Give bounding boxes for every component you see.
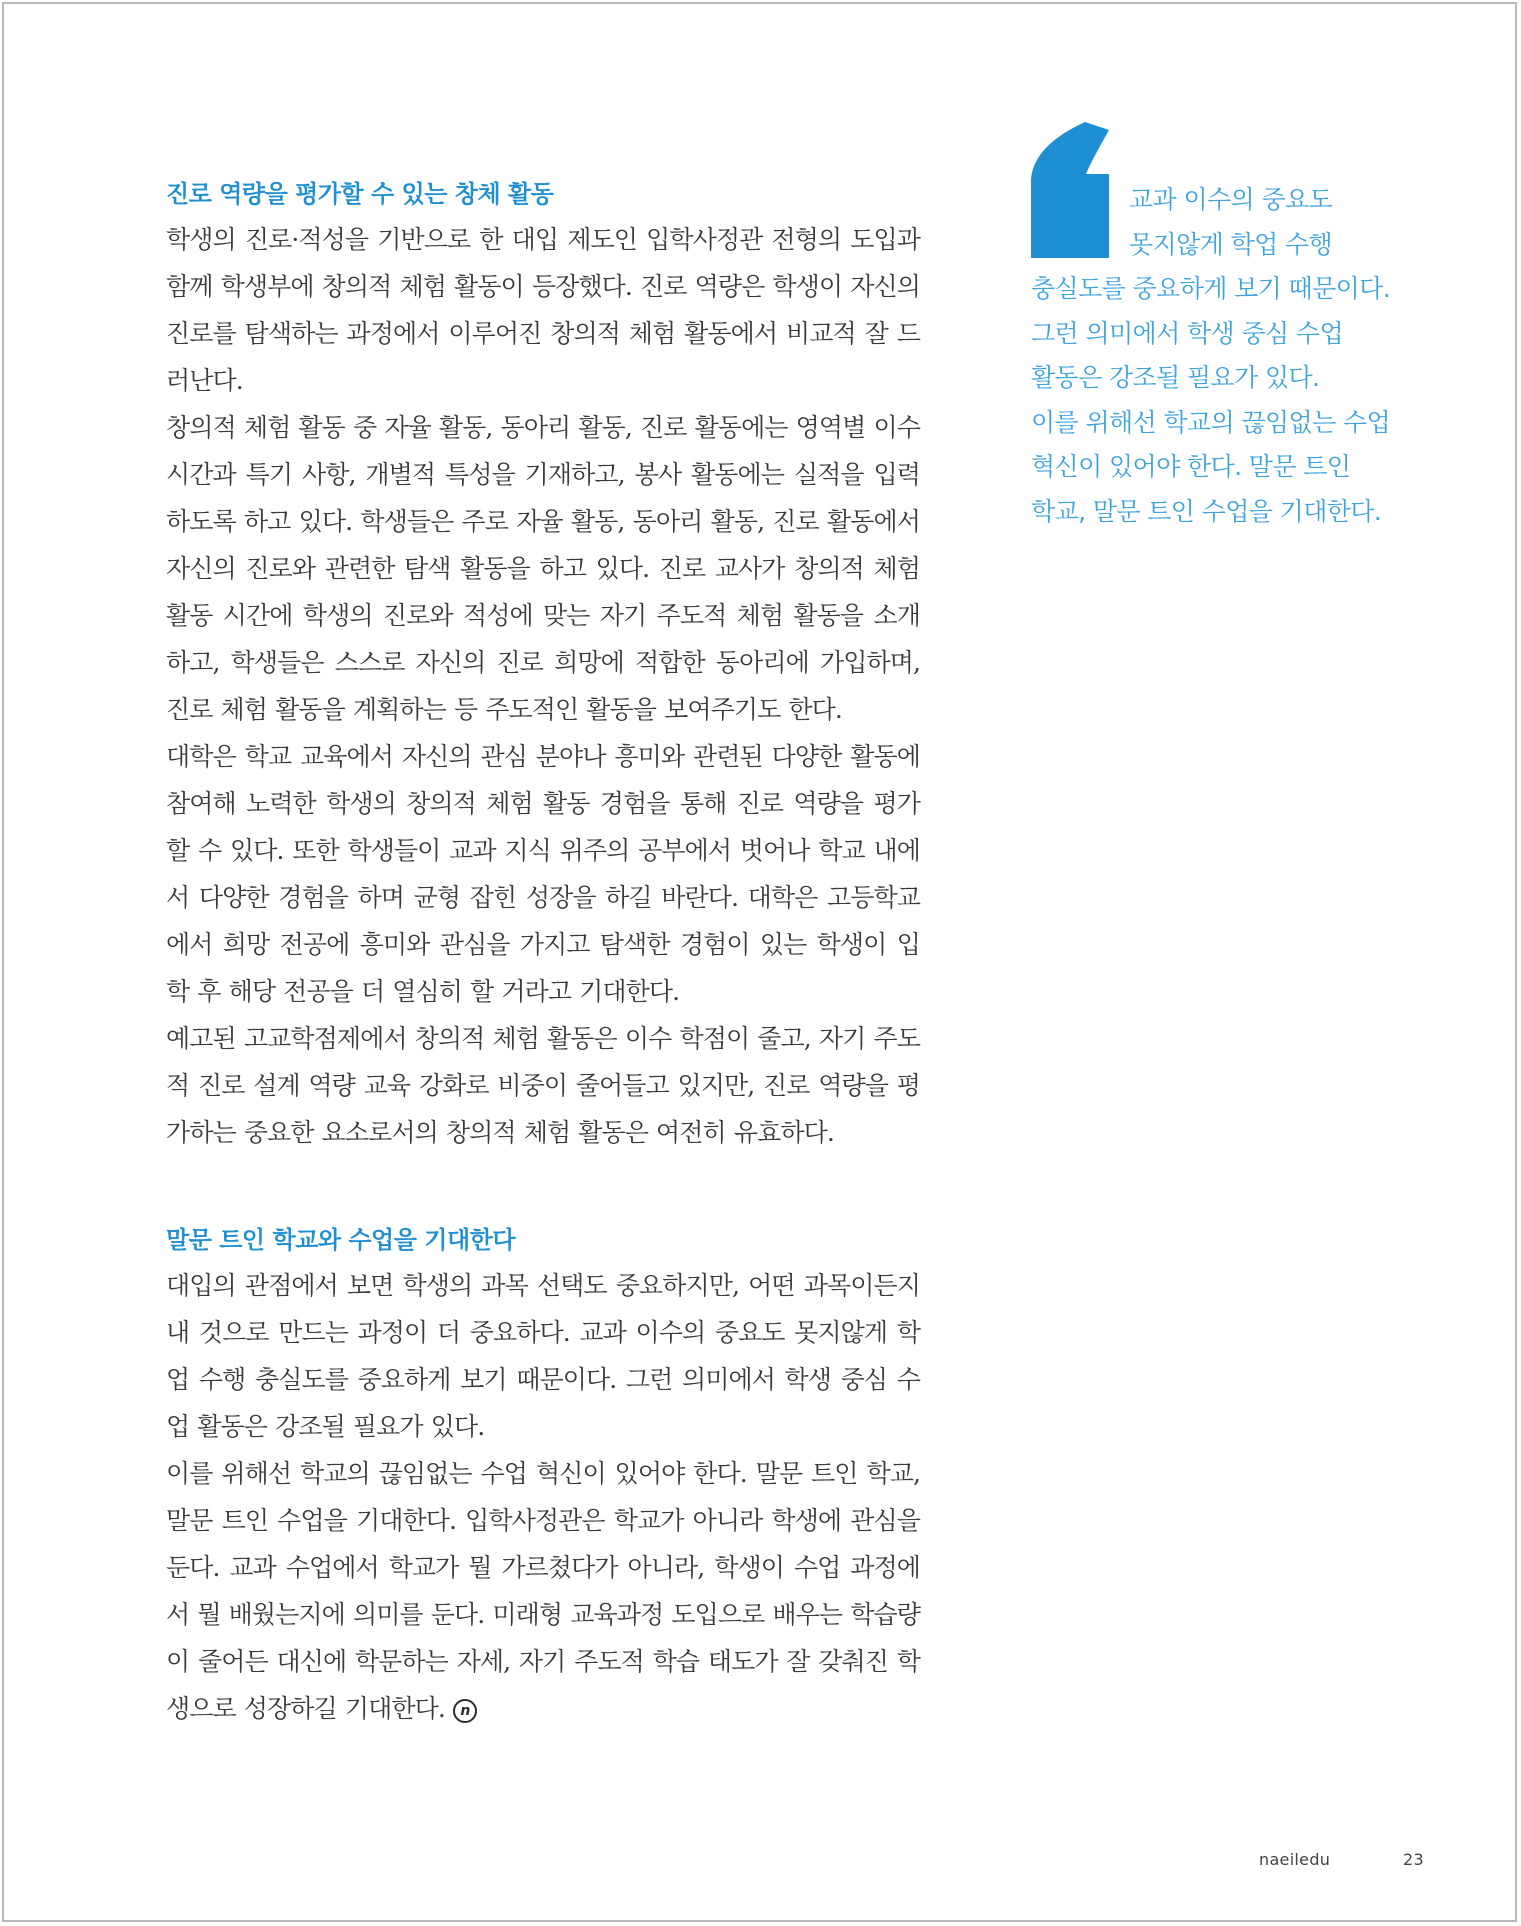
pull-quote-line: 활동은 강조될 필요가 있다. [1031,363,1320,392]
section-spacer [166,1156,920,1220]
end-of-article-icon: n [453,1699,477,1723]
magazine-page [2,2,1517,1922]
body-paragraph-text: 이를 위해선 학교의 끊임없는 수업 혁신이 있어야 한다. 말문 트인 학교, 말문 트인 수업을 기대한다. 입학사정관은 학교가 아니라 학생에 관심을 둔다. 교과 수업에서 학교가 뭘 가르쳤다가 아니라, 학생이 수업 과정에서 뭘 배웠는지에 의미를 둔다. 미래형 교육과정 도입으로 배우는 학습량이 줄어든 대신에 학문하는 자세, 자기 주도적 학습 태도가 잘 갖춰진 학생으로 성장하길 기대한다. [166,1459,920,1723]
body-paragraph [166,1450,920,1732]
body-paragraph: 예고된 고교학점제에서 창의적 체험 활동은 이수 학점이 줄고, 자기 주도적 진로 설계 역량 교육 강화로 비중이 줄어들고 있지만, 진로 역량을 평가하는 중요한 요소로서의 창의적 체험 활동은 여전히 유효하다. [166,1024,920,1147]
pull-quote-line: 그런 의미에서 학생 중심 수업 [1031,318,1343,348]
pull-quote-line: 학교, 말문 트인 수업을 기대한다. [1031,496,1382,526]
publication-name: naeiledu [1259,1850,1331,1869]
pull-quote [1031,122,1451,534]
quotation-mark-icon [1031,122,1109,258]
pull-quote-line: 이를 위해선 학교의 끊임없는 수업 [1031,407,1391,437]
body-paragraph: 학생의 진로·적성을 기반으로 한 대입 제도인 입학사정관 전형의 도입과 함께 학생부에 창의적 체험 활동이 등장했다. 진로 역량은 학생이 자신의 진로를 탐색하는 과정에서 이루어진 창의적 체험 활동에서 비교적 잘 드러난다. [166,225,920,395]
pull-quote-line: 못지않게 학업 수행 [1129,229,1333,259]
body-paragraph: 대학은 학교 교육에서 자신의 관심 분야나 흥미와 관련된 다양한 활동에 참여해 노력한 학생의 창의적 체험 활동 경험을 통해 진로 역량을 평가할 수 있다. 또한 학생들이 교과 지식 위주의 공부에서 벗어나 학교 내에서 다양한 경험을 하며 균형 잡힌 성장을 하길 바란다. 대학은 고등학교에서 희망 전공에 흥미와 관심을 가지고 탐색한 경험이 있는 학생이 입학 후 해당 전공을 더 열심히 할 거라고 기대한다. [166,742,920,1006]
page-number: 23 [1403,1850,1424,1869]
article-body [166,174,920,1732]
pull-quote-line: 충실도를 중요하게 보기 때문이다. [1031,274,1391,303]
pull-quote-line: 교과 이수의 중요도 [1129,185,1333,214]
section-heading: 말문 트인 학교와 수업을 기대한다 [166,1226,515,1254]
section-heading: 진로 역량을 평가할 수 있는 창체 활동 [166,180,554,208]
body-paragraph: 대입의 관점에서 보면 학생의 과목 선택도 중요하지만, 어떤 과목이든지 내 것으로 만드는 과정이 더 중요하다. 교과 이수의 중요도 못지않게 학업 수행 충실도를 중요하게 보기 때문이다. 그런 의미에서 학생 중심 수업 활동은 강조될 필요가 있다. [166,1271,920,1441]
pull-quote-line: 혁신이 있어야 한다. 말문 트인 [1031,452,1351,481]
body-paragraph: 창의적 체험 활동 중 자율 활동, 동아리 활동, 진로 활동에는 영역별 이수 시간과 특기 사항, 개별적 특성을 기재하고, 봉사 활동에는 실적을 입력하도록 하고 있다. 학생들은 주로 자율 활동, 동아리 활동, 진로 활동에서 자신의 진로와 관련한 탐색 활동을 하고 있다. 진로 교사가 창의적 체험 활동 시간에 학생의 진로와 적성에 맞는 자기 주도적 체험 활동을 소개하고, 학생들은 스스로 자신의 진로 희망에 적합한 동아리에 가입하며, 진로 체험 활동을 계획하는 등 주도적인 활동을 보여주기도 한다. [166,413,920,724]
